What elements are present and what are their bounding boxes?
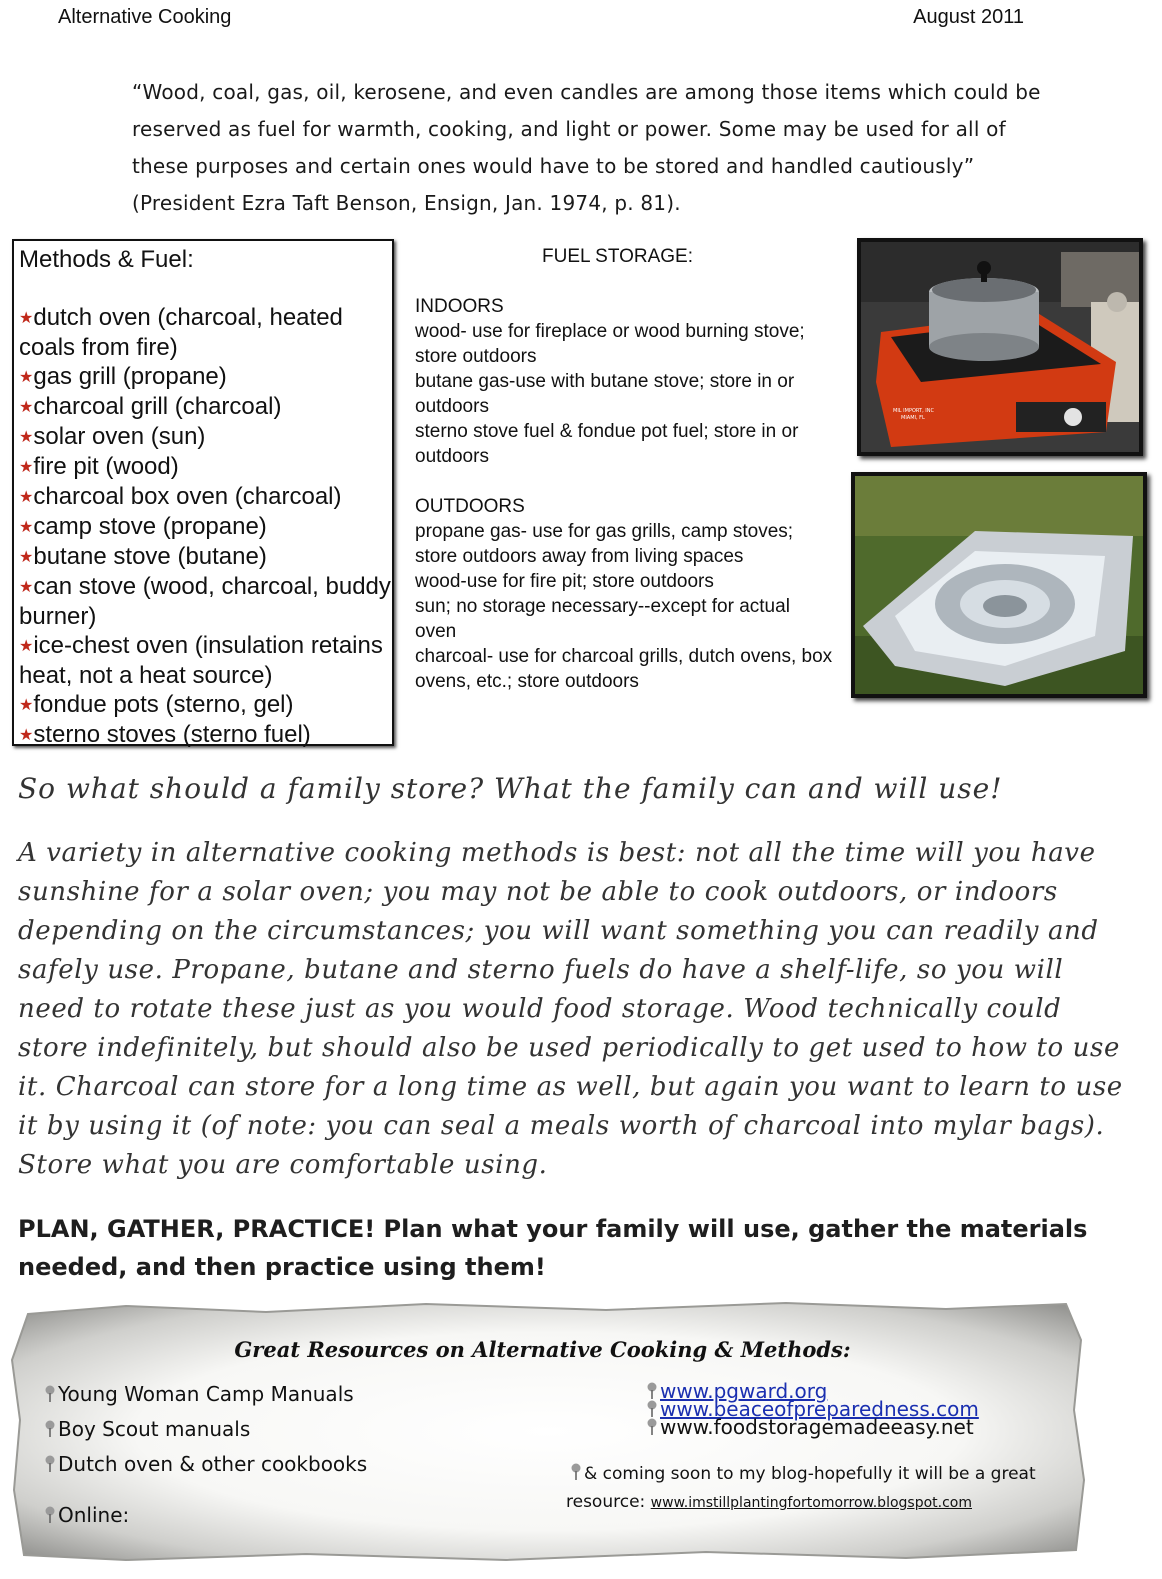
- resource-links: [646, 1379, 979, 1439]
- method-item: ★dutch oven (charcoal, heated coals from fire): [19, 304, 343, 361]
- blog-resource: resource: www.imstillplantingfortomorrow.blogspot.com: [566, 1492, 972, 1512]
- method-item: ★solar oven (sun): [19, 423, 206, 450]
- star-icon: ★: [19, 459, 34, 476]
- star-icon: ★: [19, 638, 34, 655]
- header-title: Alternative Cooking: [58, 6, 232, 28]
- fuel-storage-title: FUEL STORAGE:: [542, 246, 693, 267]
- solar-oven-image: [855, 476, 1143, 694]
- stove-brand-label: MIL IMPORT, INC: [893, 408, 934, 414]
- methods-title: Methods & Fuel:: [19, 246, 194, 273]
- fuel-indoors: [415, 294, 835, 469]
- methods-fuel-box: [12, 239, 394, 746]
- fuel-item: propane gas- use for gas grills, camp stoves; store outdoors away from living spaces: [415, 521, 794, 567]
- fuel-item: butane gas-use with butane stove; store in or outdoors: [415, 371, 795, 417]
- fuel-item: wood- use for fireplace or wood burning stove; store outdoors: [415, 321, 805, 367]
- pushpin-icon: [646, 1418, 658, 1436]
- blog-url-link[interactable]: www.imstillplantingfortomorrow.blogspot.com: [650, 1495, 972, 1511]
- pushpin-icon: [44, 1505, 56, 1523]
- fuel-item: sterno stove fuel & fondue pot fuel; store in or outdoors: [415, 421, 799, 467]
- star-icon: ★: [19, 549, 34, 566]
- peace-of-preparedness-link[interactable]: www.beaceofpreparedness.com: [660, 1397, 979, 1421]
- pushpin-icon: [646, 1400, 658, 1418]
- fuel-storage: [415, 244, 835, 694]
- resource-item: Boy Scout manuals: [44, 1417, 250, 1441]
- star-icon: ★: [19, 310, 34, 327]
- method-item: ★fondue pots (sterno, gel): [19, 691, 294, 718]
- method-item: ★charcoal box oven (charcoal): [19, 483, 342, 510]
- method-item: ★sterno stoves (sterno fuel): [19, 721, 311, 748]
- butane-stove-photo: [857, 238, 1143, 456]
- method-item: ★charcoal grill (charcoal): [19, 393, 282, 420]
- pgward-link[interactable]: www.pgward.org: [660, 1379, 828, 1403]
- star-icon: ★: [19, 579, 34, 596]
- stove-city-label: MIAMI, FL: [901, 415, 925, 421]
- solar-oven-photo: [851, 472, 1147, 698]
- pushpin-icon: [44, 1454, 56, 1472]
- pushpin-icon: [570, 1463, 582, 1481]
- blog-note: & coming soon to my blog-hopefully it will be a great: [570, 1463, 1036, 1484]
- resources-title: Great Resources on Alternative Cooking & Methods:: [234, 1337, 851, 1362]
- star-icon: ★: [19, 429, 34, 446]
- script-paragraph: A variety in alternative cooking methods is best: not all the time will you have sunshine for a solar oven; you may not be able to cook outdoors, or indoors depending on the circumstances; you will want something you can readily and safely use. Propane, butane and sterno fuels do have a shelf-life, so you will need to rotate these just as you would food storage. Wood technically could store indefinitely, but should also be used periodically to get used to how to use it. Charcoal can store for a long time as well, but again you want to learn to use it by using it (of note: you can seal a meals worth of charcoal into mylar bags). Store what you are comfortable using.: [18, 838, 1123, 1180]
- method-item: ★camp stove (propane): [19, 513, 267, 540]
- indoors-title: INDOORS: [415, 296, 504, 317]
- fuel-item: wood-use for fire pit; store outdoors: [415, 571, 714, 592]
- star-icon: ★: [19, 519, 34, 536]
- resource-item: Online:: [44, 1503, 129, 1527]
- fuel-outdoors: [415, 494, 835, 694]
- benson-quote: “Wood, coal, gas, oil, kerosene, and even candles are among those items which could be reserved as fuel for warmth, cooking, and light or power. Some may be used for all of these purposes and certain ones would have to be stored and handled cautiously” (President Ezra Taft Benson, Ensign, Jan. 1974, p. 81).: [132, 80, 1041, 215]
- method-item: ★fire pit (wood): [19, 453, 179, 480]
- star-icon: ★: [19, 399, 34, 416]
- method-item: ★butane stove (butane): [19, 543, 267, 570]
- star-icon: ★: [19, 489, 34, 506]
- resource-item: Young Woman Camp Manuals: [44, 1382, 354, 1406]
- star-icon: ★: [19, 697, 34, 714]
- outdoors-title: OUTDOORS: [415, 496, 525, 517]
- pushpin-icon: [44, 1384, 56, 1402]
- pushpin-icon: [646, 1382, 658, 1400]
- plan-statement: PLAN, GATHER, PRACTICE! Plan what your family will use, gather the materials needed, and then practice using them!: [18, 1215, 1088, 1281]
- header-date: August 2011: [913, 6, 1024, 28]
- script-question: So what should a family store? What the family can and will use!: [18, 772, 1003, 805]
- star-icon: ★: [19, 369, 34, 386]
- pushpin-icon: [44, 1419, 56, 1437]
- method-item: ★gas grill (propane): [19, 363, 227, 390]
- fuel-item: charcoal- use for charcoal grills, dutch ovens, box ovens, etc.; store outdoors: [415, 646, 833, 692]
- star-icon: ★: [19, 727, 34, 744]
- method-list: [19, 303, 392, 750]
- butane-stove-image: [861, 242, 1139, 452]
- resource-item: Dutch oven & other cookbooks: [44, 1452, 367, 1476]
- method-item: ★can stove (wood, charcoal, buddy burner): [19, 573, 391, 630]
- food-storage-url: www.foodstoragemadeeasy.net: [660, 1415, 974, 1439]
- method-item: ★ice-chest oven (insulation retains heat, not a heat source): [19, 632, 383, 689]
- fuel-item: sun; no storage necessary--except for actual oven: [415, 596, 790, 642]
